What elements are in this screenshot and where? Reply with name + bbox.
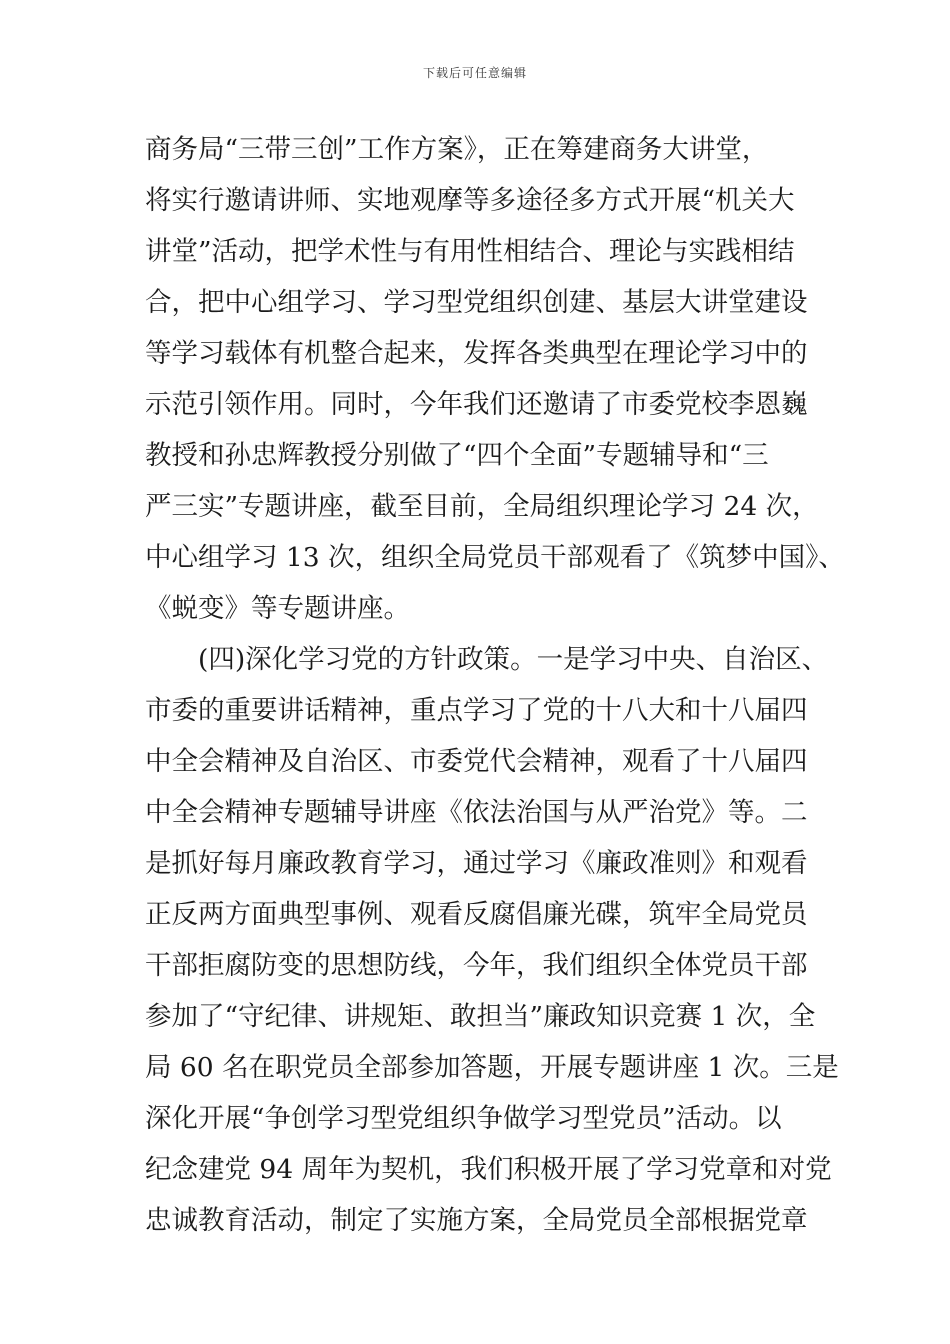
text-line: 中心组学习 13 次，组织全局党员干部观看了《筑梦中国》、 xyxy=(145,542,845,573)
text-line: 教授和孙忠辉教授分别做了“四个全面”专题辅导和“三 xyxy=(145,440,769,471)
text-line: 中全会精神及自治区、市委党代会精神，观看了十八届四 xyxy=(145,746,808,777)
text-line: 正反两方面典型事例、观看反腐倡廉光碟，筑牢全局党员 xyxy=(145,899,808,930)
paragraph-start-line: (四)深化学习党的方针政策。一是学习中央、自治区、 xyxy=(198,644,829,675)
text-line: 市委的重要讲话精神，重点学习了党的十八大和十八届四 xyxy=(145,695,808,726)
text-line: 合，把中心组学习、学习型党组织创建、基层大讲堂建设 xyxy=(145,287,808,318)
text-line: 纪念建党 94 周年为契机，我们积极开展了学习党章和对党 xyxy=(145,1154,832,1185)
text-line: 中全会精神专题辅导讲座《依法治国与从严治党》等。二 xyxy=(145,797,808,828)
text-line: 《蜕变》等专题讲座。 xyxy=(145,593,410,624)
text-line: 将实行邀请讲师、实地观摩等多途径多方式开展“机关大 xyxy=(145,185,795,216)
text-line: 严三实”专题讲座，截至目前，全局组织理论学习 24 次， xyxy=(145,491,819,522)
page-header: 下载后可任意编辑 xyxy=(422,66,527,80)
text-line: 干部拒腐防变的思想防线，今年，我们组织全体党员干部 xyxy=(145,950,808,981)
document-body xyxy=(145,124,845,1246)
text-line: 讲堂”活动，把学术性与有用性相结合、理论与实践相结 xyxy=(145,236,795,267)
text-line: 忠诚教育活动，制定了实施方案，全局党员全部根据党章 xyxy=(145,1205,808,1236)
text-line: 示范引领作用。同时，今年我们还邀请了市委党校李恩巍 xyxy=(145,389,808,420)
text-line: 局 60 名在职党员全部参加答题，开展专题讲座 1 次。三是 xyxy=(145,1052,839,1083)
text-line: 参加了“守纪律、讲规矩、敢担当”廉政知识竞赛 1 次，全 xyxy=(145,1001,816,1032)
text-line: 深化开展“争创学习型党组织争做学习型党员”活动。以 xyxy=(145,1103,782,1134)
text-line: 等学习载体有机整合起来，发挥各类典型在理论学习中的 xyxy=(145,338,808,369)
text-line: 是抓好每月廉政教育学习，通过学习《廉政准则》和观看 xyxy=(145,848,808,879)
text-line: 商务局“三带三创”工作方案》，正在筹建商务大讲堂， xyxy=(145,134,769,165)
